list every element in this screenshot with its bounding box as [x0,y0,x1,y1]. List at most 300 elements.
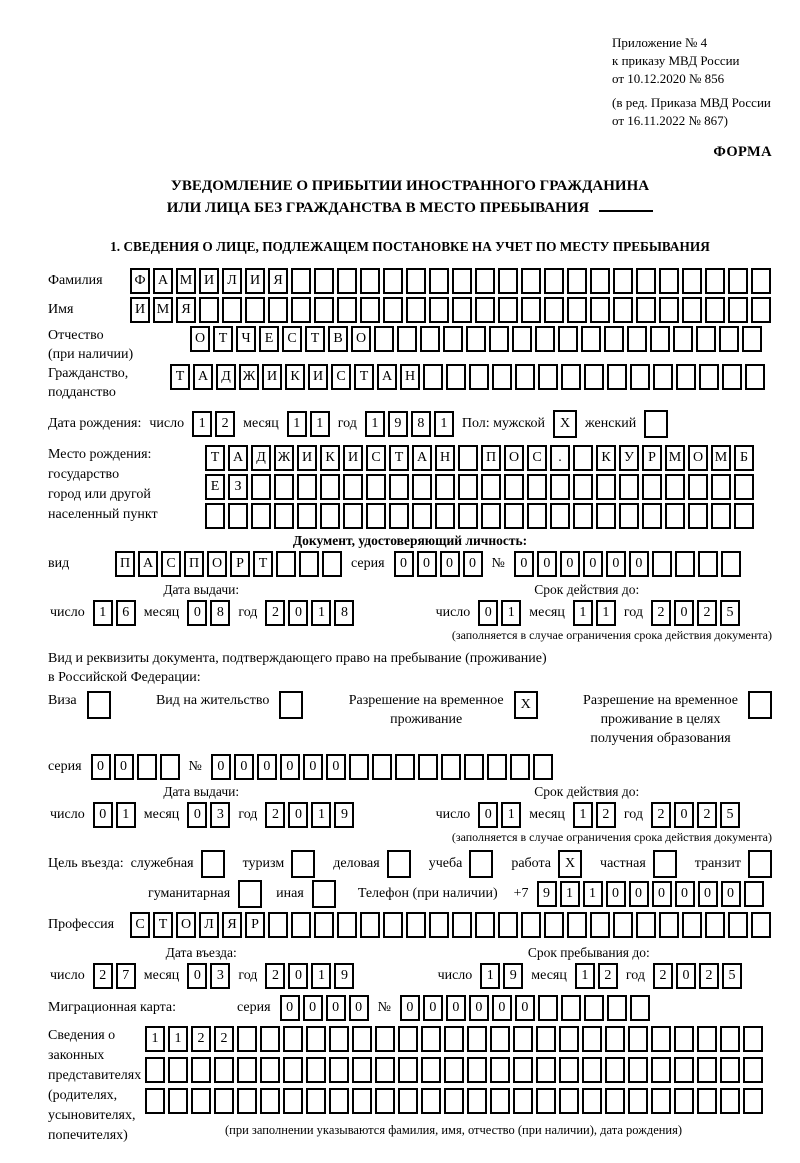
char-cell[interactable] [475,297,495,323]
char-cell[interactable]: Я [268,268,288,294]
char-cell[interactable] [535,326,555,352]
char-cell[interactable] [699,364,719,390]
char-cell[interactable] [452,297,472,323]
char-cell[interactable]: Т [213,326,233,352]
char-cell[interactable]: 0 [187,802,207,828]
char-cell[interactable] [675,551,695,577]
char-cell[interactable] [429,297,449,323]
char-cell[interactable] [573,503,593,529]
char-cell[interactable]: 1 [310,411,330,437]
char-cell[interactable] [676,364,696,390]
char-cell[interactable] [498,297,518,323]
char-cell[interactable]: Л [199,912,219,938]
char-cell[interactable] [398,1088,418,1114]
char-cell[interactable] [268,297,288,323]
char-cell[interactable] [283,1057,303,1083]
char-cell[interactable] [720,1057,740,1083]
char-cell[interactable]: Н [400,364,420,390]
char-cell[interactable] [458,503,478,529]
char-cell[interactable]: Ж [239,364,259,390]
char-cell[interactable]: 0 [394,551,414,577]
char-cell[interactable] [590,268,610,294]
char-cell[interactable]: 2 [651,802,671,828]
char-cell[interactable]: 2 [596,802,616,828]
char-cell[interactable] [366,474,386,500]
char-cell[interactable] [329,1088,349,1114]
char-cell[interactable] [536,1088,556,1114]
char-cell[interactable] [397,326,417,352]
char-cell[interactable] [320,474,340,500]
char-cell[interactable]: И [297,445,317,471]
char-cell[interactable] [352,1088,372,1114]
char-cell[interactable]: 2 [651,600,671,626]
char-cell[interactable] [504,474,524,500]
char-cell[interactable]: П [481,445,501,471]
char-cell[interactable] [652,551,672,577]
char-cell[interactable] [421,1026,441,1052]
char-cell[interactable] [728,912,748,938]
char-cell[interactable]: О [504,445,524,471]
char-cell[interactable]: 0 [187,963,207,989]
char-cell[interactable]: 2 [699,963,719,989]
char-cell[interactable]: А [193,364,213,390]
char-cell[interactable]: . [550,445,570,471]
char-cell[interactable] [751,268,771,294]
char-cell[interactable] [383,297,403,323]
char-cell[interactable] [596,474,616,500]
char-cell[interactable]: Т [389,445,409,471]
char-cell[interactable]: 1 [287,411,307,437]
char-cell[interactable]: Е [205,474,225,500]
char-cell[interactable] [521,297,541,323]
char-cell[interactable]: 0 [288,802,308,828]
checkbox-cell[interactable] [312,880,336,908]
char-cell[interactable]: В [328,326,348,352]
char-cell[interactable]: 2 [598,963,618,989]
char-cell[interactable] [260,1026,280,1052]
char-cell[interactable]: 0 [326,754,346,780]
char-cell[interactable] [744,881,764,907]
char-cell[interactable]: 3 [210,802,230,828]
char-cell[interactable]: 1 [575,963,595,989]
char-cell[interactable]: 1 [596,600,616,626]
char-cell[interactable] [544,912,564,938]
char-cell[interactable] [446,364,466,390]
char-cell[interactable] [538,995,558,1021]
char-cell[interactable] [489,326,509,352]
char-cell[interactable] [722,364,742,390]
char-cell[interactable] [745,364,765,390]
char-cell[interactable] [320,503,340,529]
char-cell[interactable]: 3 [210,963,230,989]
char-cell[interactable] [467,1026,487,1052]
char-cell[interactable]: 0 [629,881,649,907]
char-cell[interactable]: 0 [423,995,443,1021]
char-cell[interactable] [688,503,708,529]
char-cell[interactable]: 0 [280,995,300,1021]
char-cell[interactable] [352,1026,372,1052]
char-cell[interactable]: А [412,445,432,471]
char-cell[interactable] [452,912,472,938]
char-cell[interactable]: 0 [234,754,254,780]
char-cell[interactable] [276,551,296,577]
char-cell[interactable] [283,1088,303,1114]
char-cell[interactable] [607,364,627,390]
char-cell[interactable] [642,474,662,500]
char-cell[interactable]: 2 [93,963,113,989]
char-cell[interactable] [559,1026,579,1052]
char-cell[interactable] [343,503,363,529]
char-cell[interactable] [214,1057,234,1083]
char-cell[interactable] [544,268,564,294]
char-cell[interactable] [168,1057,188,1083]
char-cell[interactable] [398,1057,418,1083]
char-cell[interactable] [721,551,741,577]
char-cell[interactable] [751,912,771,938]
char-cell[interactable] [705,268,725,294]
char-cell[interactable] [337,912,357,938]
char-cell[interactable] [734,503,754,529]
char-cell[interactable] [604,326,624,352]
char-cell[interactable] [665,474,685,500]
char-cell[interactable] [697,1026,717,1052]
char-cell[interactable] [481,474,501,500]
char-cell[interactable] [742,326,762,352]
char-cell[interactable] [515,364,535,390]
char-cell[interactable]: 0 [469,995,489,1021]
char-cell[interactable] [490,1088,510,1114]
char-cell[interactable] [268,912,288,938]
char-cell[interactable]: М [665,445,685,471]
char-cell[interactable]: 1 [573,600,593,626]
char-cell[interactable]: И [199,268,219,294]
char-cell[interactable] [498,268,518,294]
char-cell[interactable]: 1 [501,802,521,828]
char-cell[interactable] [536,1057,556,1083]
char-cell[interactable] [475,268,495,294]
char-cell[interactable] [682,268,702,294]
char-cell[interactable] [406,268,426,294]
female-checkbox[interactable] [644,410,668,438]
char-cell[interactable]: Ч [236,326,256,352]
char-cell[interactable]: 2 [697,600,717,626]
char-cell[interactable]: А [153,268,173,294]
char-cell[interactable] [728,268,748,294]
char-cell[interactable] [596,503,616,529]
char-cell[interactable] [168,1088,188,1114]
char-cell[interactable] [682,912,702,938]
char-cell[interactable] [538,364,558,390]
char-cell[interactable]: С [130,912,150,938]
char-cell[interactable]: 2 [215,411,235,437]
char-cell[interactable]: Р [245,912,265,938]
char-cell[interactable] [504,503,524,529]
char-cell[interactable]: 0 [187,600,207,626]
char-cell[interactable]: И [245,268,265,294]
char-cell[interactable] [383,912,403,938]
purpose-tourism-checkbox[interactable] [291,850,315,878]
char-cell[interactable]: 0 [675,881,695,907]
char-cell[interactable] [674,1026,694,1052]
char-cell[interactable]: 0 [629,551,649,577]
purpose-private-checkbox[interactable] [653,850,677,878]
checkbox-cell[interactable] [87,691,111,719]
char-cell[interactable] [533,754,553,780]
char-cell[interactable]: О [688,445,708,471]
char-cell[interactable]: 0 [478,600,498,626]
char-cell[interactable] [544,297,564,323]
char-cell[interactable] [743,1026,763,1052]
char-cell[interactable] [561,995,581,1021]
char-cell[interactable] [527,503,547,529]
checkbox-cell[interactable]: X [514,691,538,719]
char-cell[interactable] [372,754,392,780]
char-cell[interactable]: 0 [211,754,231,780]
char-cell[interactable] [423,364,443,390]
char-cell[interactable]: 0 [674,600,694,626]
char-cell[interactable]: 0 [560,551,580,577]
char-cell[interactable]: И [343,445,363,471]
char-cell[interactable] [444,1057,464,1083]
char-cell[interactable]: А [377,364,397,390]
char-cell[interactable] [452,268,472,294]
char-cell[interactable]: С [527,445,547,471]
char-cell[interactable]: 9 [388,411,408,437]
char-cell[interactable]: 2 [265,600,285,626]
char-cell[interactable] [628,1088,648,1114]
char-cell[interactable] [420,326,440,352]
char-cell[interactable] [375,1026,395,1052]
char-cell[interactable]: К [596,445,616,471]
char-cell[interactable] [490,1026,510,1052]
char-cell[interactable]: С [331,364,351,390]
purpose-humanitarian-checkbox[interactable] [238,880,262,908]
char-cell[interactable]: 0 [676,963,696,989]
char-cell[interactable]: Т [153,912,173,938]
char-cell[interactable] [299,551,319,577]
char-cell[interactable] [487,754,507,780]
char-cell[interactable] [329,1057,349,1083]
char-cell[interactable] [360,268,380,294]
char-cell[interactable]: 9 [503,963,523,989]
char-cell[interactable] [329,1026,349,1052]
char-cell[interactable]: 0 [698,881,718,907]
char-cell[interactable] [513,1026,533,1052]
char-cell[interactable] [567,912,587,938]
char-cell[interactable] [584,995,604,1021]
char-cell[interactable] [435,503,455,529]
char-cell[interactable]: О [176,912,196,938]
char-cell[interactable]: 8 [334,600,354,626]
char-cell[interactable] [711,474,731,500]
temp-residence-edu-checkbox[interactable] [748,691,772,719]
char-cell[interactable]: 0 [652,881,672,907]
char-cell[interactable]: Я [222,912,242,938]
char-cell[interactable] [418,754,438,780]
char-cell[interactable] [237,1088,257,1114]
char-cell[interactable] [467,1088,487,1114]
char-cell[interactable]: С [282,326,302,352]
char-cell[interactable] [561,364,581,390]
char-cell[interactable] [283,1026,303,1052]
char-cell[interactable]: И [130,297,150,323]
char-cell[interactable]: 6 [116,600,136,626]
char-cell[interactable]: 1 [365,411,385,437]
char-cell[interactable] [636,268,656,294]
char-cell[interactable] [467,1057,487,1083]
char-cell[interactable] [536,1026,556,1052]
char-cell[interactable]: 2 [653,963,673,989]
char-cell[interactable]: 0 [515,995,535,1021]
char-cell[interactable] [659,268,679,294]
char-cell[interactable]: 0 [514,551,534,577]
char-cell[interactable]: М [711,445,731,471]
checkbox-cell[interactable] [387,850,411,878]
char-cell[interactable] [720,1026,740,1052]
char-cell[interactable] [627,326,647,352]
char-cell[interactable]: 0 [606,881,626,907]
char-cell[interactable] [743,1088,763,1114]
checkbox-cell[interactable] [279,691,303,719]
char-cell[interactable] [360,912,380,938]
char-cell[interactable]: Д [216,364,236,390]
char-cell[interactable]: 0 [440,551,460,577]
char-cell[interactable]: 0 [93,802,113,828]
char-cell[interactable] [582,1088,602,1114]
char-cell[interactable]: З [228,474,248,500]
char-cell[interactable] [697,1088,717,1114]
char-cell[interactable]: Т [354,364,374,390]
char-cell[interactable]: 7 [116,963,136,989]
char-cell[interactable]: П [115,551,135,577]
char-cell[interactable] [719,326,739,352]
char-cell[interactable] [651,1057,671,1083]
char-cell[interactable] [567,297,587,323]
char-cell[interactable]: 0 [446,995,466,1021]
checkbox-cell[interactable] [653,850,677,878]
char-cell[interactable]: 2 [191,1026,211,1052]
char-cell[interactable] [366,503,386,529]
char-cell[interactable] [464,754,484,780]
char-cell[interactable] [466,326,486,352]
char-cell[interactable] [406,297,426,323]
char-cell[interactable] [734,474,754,500]
char-cell[interactable]: 5 [720,600,740,626]
char-cell[interactable] [375,1057,395,1083]
char-cell[interactable]: С [366,445,386,471]
char-cell[interactable]: Т [305,326,325,352]
char-cell[interactable] [521,912,541,938]
visa-checkbox[interactable] [87,691,111,719]
char-cell[interactable] [222,297,242,323]
char-cell[interactable] [659,297,679,323]
checkbox-cell[interactable] [238,880,262,908]
char-cell[interactable] [199,297,219,323]
char-cell[interactable]: 1 [434,411,454,437]
char-cell[interactable]: 0 [721,881,741,907]
char-cell[interactable] [274,474,294,500]
char-cell[interactable] [619,474,639,500]
checkbox-cell[interactable]: X [558,850,582,878]
checkbox-cell[interactable] [748,850,772,878]
char-cell[interactable]: И [308,364,328,390]
char-cell[interactable] [444,1088,464,1114]
char-cell[interactable] [421,1057,441,1083]
char-cell[interactable]: 5 [720,802,740,828]
char-cell[interactable] [406,912,426,938]
char-cell[interactable]: 9 [334,963,354,989]
char-cell[interactable] [559,1057,579,1083]
char-cell[interactable] [728,297,748,323]
char-cell[interactable] [584,364,604,390]
char-cell[interactable] [444,1026,464,1052]
char-cell[interactable] [145,1088,165,1114]
char-cell[interactable]: К [320,445,340,471]
char-cell[interactable] [705,297,725,323]
char-cell[interactable] [191,1088,211,1114]
char-cell[interactable] [607,995,627,1021]
char-cell[interactable]: 0 [91,754,111,780]
char-cell[interactable] [237,1026,257,1052]
char-cell[interactable] [260,1057,280,1083]
char-cell[interactable] [475,912,495,938]
char-cell[interactable]: 2 [214,1026,234,1052]
char-cell[interactable] [383,268,403,294]
char-cell[interactable]: 2 [265,963,285,989]
char-cell[interactable]: 0 [303,995,323,1021]
char-cell[interactable] [251,503,271,529]
char-cell[interactable] [245,297,265,323]
char-cell[interactable] [322,551,342,577]
char-cell[interactable]: 1 [560,881,580,907]
char-cell[interactable] [492,364,512,390]
purpose-official-checkbox[interactable] [201,850,225,878]
char-cell[interactable]: 1 [116,802,136,828]
char-cell[interactable] [260,1088,280,1114]
temp-residence-checkbox[interactable] [514,691,538,719]
char-cell[interactable] [711,503,731,529]
char-cell[interactable] [581,326,601,352]
char-cell[interactable]: О [351,326,371,352]
char-cell[interactable]: 2 [265,802,285,828]
char-cell[interactable] [429,912,449,938]
char-cell[interactable]: 0 [400,995,420,1021]
char-cell[interactable]: 1 [192,411,212,437]
char-cell[interactable] [630,995,650,1021]
char-cell[interactable]: И [262,364,282,390]
char-cell[interactable] [636,297,656,323]
char-cell[interactable]: Т [170,364,190,390]
checkbox-cell[interactable] [291,850,315,878]
char-cell[interactable] [628,1057,648,1083]
char-cell[interactable] [306,1057,326,1083]
char-cell[interactable]: 0 [114,754,134,780]
char-cell[interactable]: 1 [573,802,593,828]
char-cell[interactable] [628,1026,648,1052]
char-cell[interactable] [412,474,432,500]
char-cell[interactable] [665,503,685,529]
char-cell[interactable]: 0 [303,754,323,780]
char-cell[interactable] [337,268,357,294]
char-cell[interactable]: Р [230,551,250,577]
char-cell[interactable]: Д [251,445,271,471]
char-cell[interactable] [412,503,432,529]
char-cell[interactable]: Т [253,551,273,577]
char-cell[interactable] [613,297,633,323]
char-cell[interactable] [490,1057,510,1083]
char-cell[interactable] [696,326,716,352]
checkbox-cell[interactable] [201,850,225,878]
